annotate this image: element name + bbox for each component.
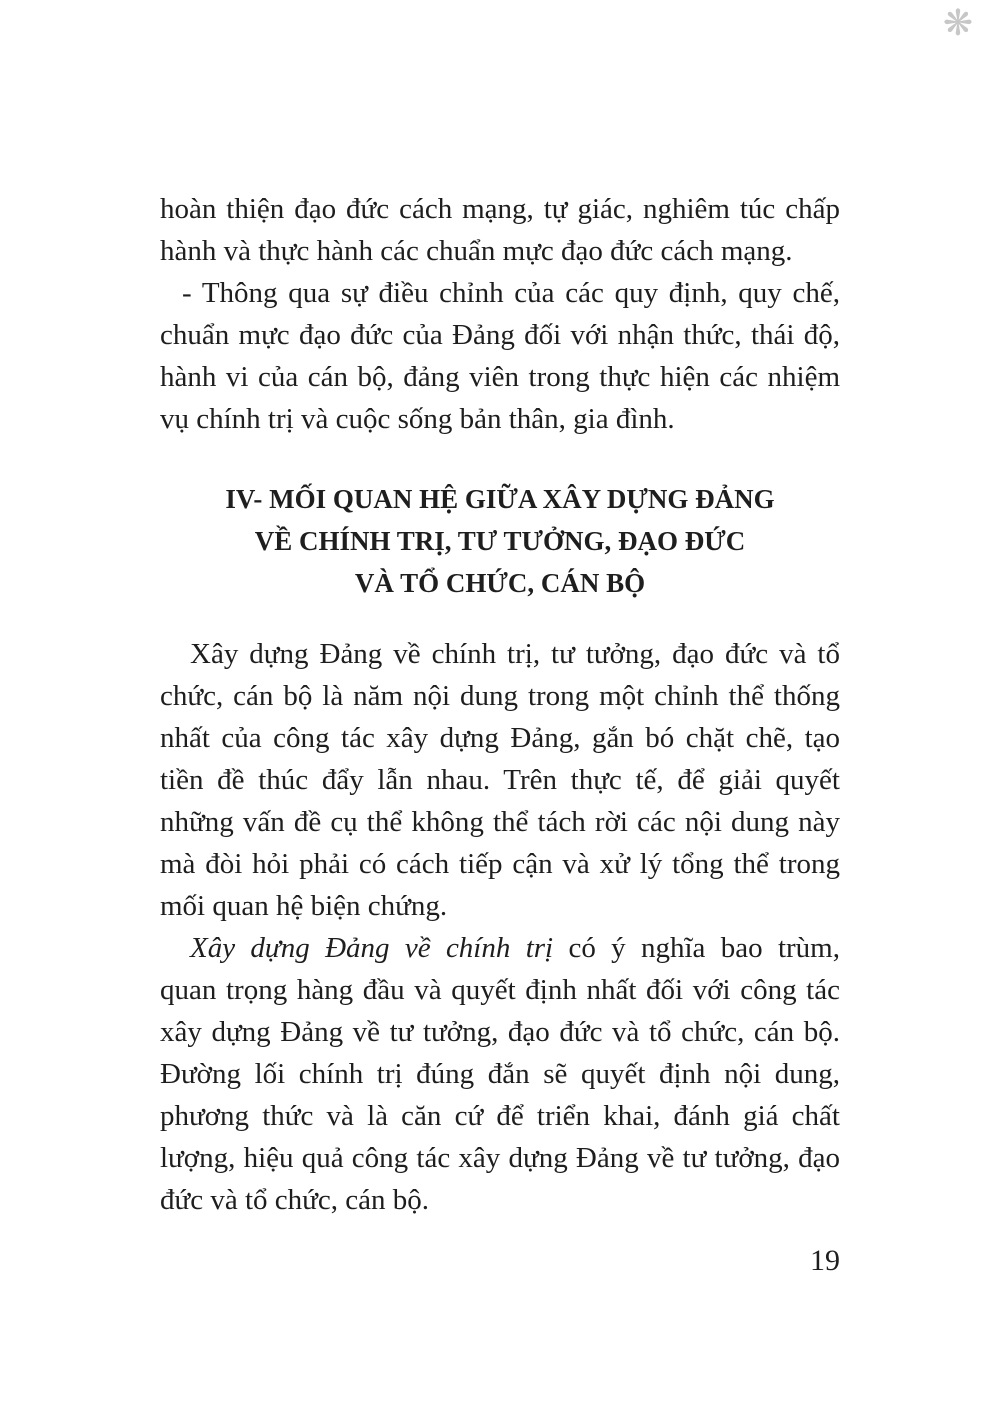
- text-line: chuẩn mực đạo đức của Đảng đối với nhận thức, thái độ,: [160, 319, 840, 351]
- text-line: hành vi của cán bộ, đảng viên trong thực hiện các nhiệm: [160, 361, 840, 393]
- text-line: lượng, hiệu quả công tác xây dựng Đảng về tư tưởng, đạo: [160, 1142, 840, 1174]
- text-line: hành và thực hành các chuẩn mực đạo đức cách mạng.: [160, 235, 793, 267]
- text-line: nhất của công tác xây dựng Đảng, gắn bó chặt chẽ, tạo: [160, 722, 840, 754]
- text-line: xây dựng Đảng về tư tưởng, đạo đức và tổ chức, cán bộ.: [160, 1016, 840, 1048]
- heading-line: IV- MỐI QUAN HỆ GIỮA XÂY DỰNG ĐẢNG: [225, 484, 775, 514]
- page-text-block: [160, 188, 840, 1221]
- flower-ornament-icon: ❋: [942, 3, 974, 44]
- text-line: hoàn thiện đạo đức cách mạng, tự giác, nghiêm túc chấp: [160, 193, 840, 225]
- heading-line: VỀ CHÍNH TRỊ, TƯ TƯỞNG, ĐẠO ĐỨC: [254, 526, 746, 556]
- text-line: mối quan hệ biện chứng.: [160, 890, 448, 922]
- paragraph-continued: [160, 188, 840, 272]
- text-line: Đường lối chính trị đúng đắn sẽ quyết định nội dung,: [160, 1058, 840, 1090]
- page-number: 19: [810, 1244, 840, 1277]
- text-line: - Thông qua sự điều chỉnh của các quy định, quy chế,: [182, 277, 840, 309]
- text-line: đức và tổ chức, cán bộ.: [160, 1184, 429, 1216]
- italic-phrase: Xây dựng Đảng về chính trị: [190, 932, 554, 964]
- paragraph-overview: [160, 633, 840, 927]
- text-line: Xây dựng Đảng về chính trị, tư tưởng, đạo đức và tổ: [190, 638, 840, 670]
- text-line: những vấn đề cụ thể không thể tách rời các nội dung này: [160, 806, 840, 838]
- text-line: quan trọng hàng đầu và quyết định nhất đối với công tác: [160, 974, 840, 1006]
- regular-phrase: có ý nghĩa bao trùm,: [553, 932, 840, 964]
- text-line: vụ chính trị và cuộc sống bản thân, gia đình.: [160, 403, 675, 435]
- text-line: tiền đề thúc đẩy lẫn nhau. Trên thực tế, để giải quyết: [160, 764, 840, 796]
- text-line: mà đòi hỏi phải có cách tiếp cận và xử lý tổng thể trong: [160, 848, 840, 880]
- paragraph-dash-item: [160, 272, 840, 440]
- paragraph-politics: [160, 927, 840, 1221]
- text-line: phương thức và là căn cứ để triển khai, đánh giá chất: [160, 1100, 840, 1132]
- section-heading: [160, 478, 840, 604]
- text-line-mixed: [160, 927, 840, 969]
- heading-line: VÀ TỔ CHỨC, CÁN BỘ: [354, 568, 646, 598]
- text-line: chức, cán bộ là năm nội dung trong một chỉnh thể thống: [160, 680, 840, 712]
